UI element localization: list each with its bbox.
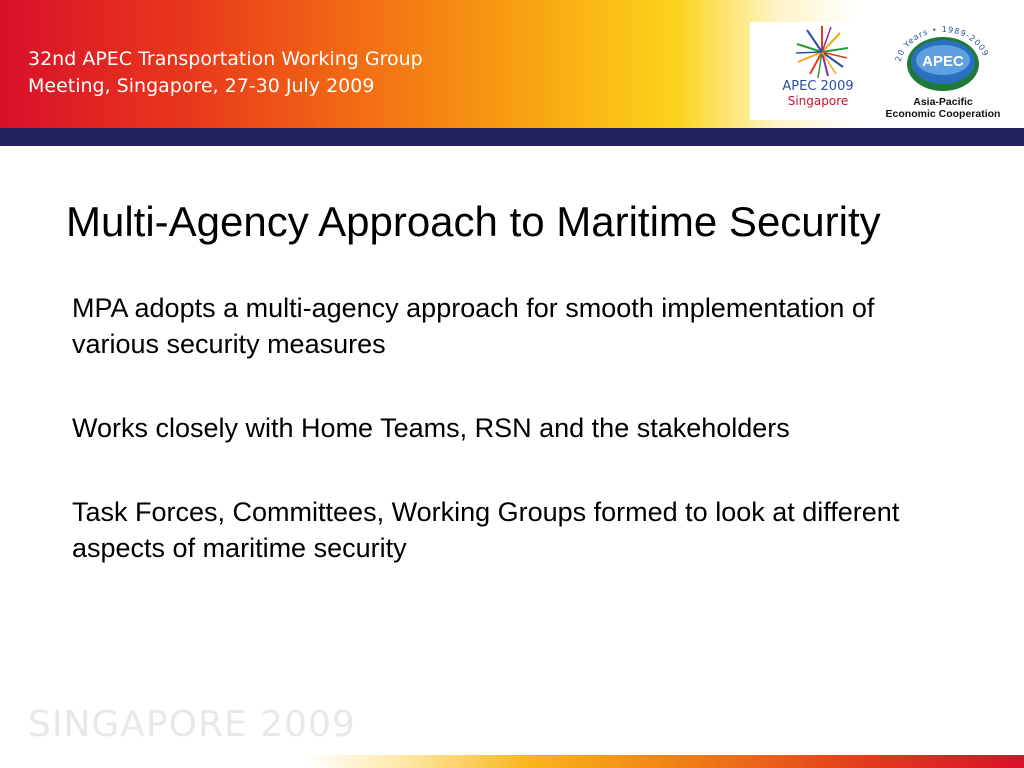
footer-gradient-band xyxy=(0,755,1024,768)
apec-ring-text: 20 Years • 1989-2009 xyxy=(893,24,991,63)
apec-org-line1: Asia-Pacific xyxy=(913,96,973,108)
meeting-title xyxy=(28,46,548,100)
bullet-list xyxy=(72,290,912,614)
apec-2009-caption-line2: Singapore xyxy=(787,94,849,108)
apec-org-name xyxy=(878,96,1008,120)
bullet-item-2: Works closely with Home Teams, RSN and the stakeholders xyxy=(72,413,790,443)
apec-badge-text: APEC xyxy=(922,53,964,70)
footer-watermark: SINGAPORE 2009 xyxy=(28,704,356,745)
bullet-item-1: MPA adopts a multi-agency approach for smooth implementation of various security measures xyxy=(72,293,875,359)
header-navy-bar xyxy=(0,128,1024,146)
logo-area xyxy=(750,22,1008,120)
bullet-item-3: Task Forces, Committees, Working Groups formed to look at different aspects of maritime security xyxy=(72,497,900,563)
apec-2009-caption xyxy=(768,80,868,108)
apec-org-line2: Economic Cooperation xyxy=(885,108,1001,120)
meeting-title-line1: 32nd APEC Transportation Working Group xyxy=(28,48,423,70)
meeting-title-line2: Meeting, Singapore, 27-30 July 2009 xyxy=(28,75,375,97)
slide-title: Multi-Agency Approach to Maritime Security xyxy=(66,198,881,245)
apec-2009-caption-line1: APEC 2009 xyxy=(782,79,854,94)
